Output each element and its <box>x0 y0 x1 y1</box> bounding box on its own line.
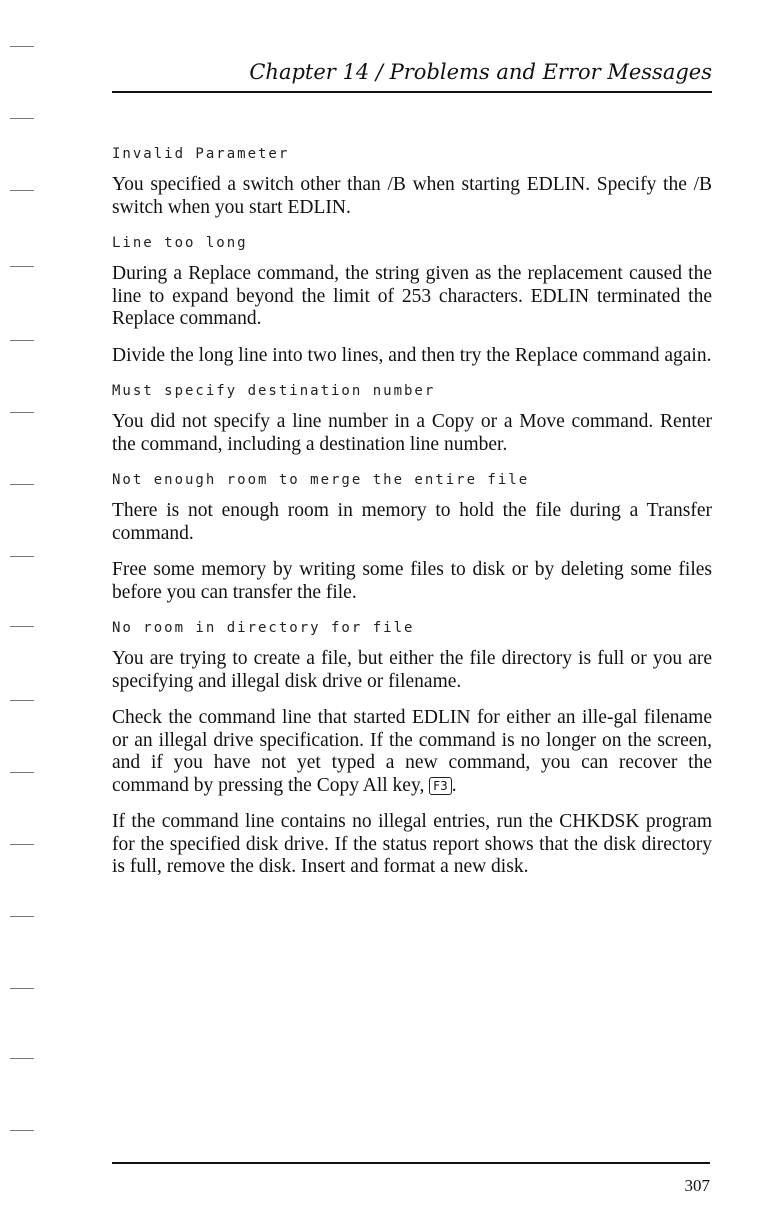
binding-margin-marks <box>0 0 40 1218</box>
f3-key-icon: F3 <box>429 777 452 795</box>
explanation-paragraph: During a Replace command, the string given as the replacement caused the line to expand beyond the limit of 253 characters. EDLIN terminated the Replace command. <box>112 263 712 329</box>
error-entry <box>112 470 712 604</box>
error-entry <box>112 233 712 367</box>
explanation-paragraph: Divide the long line into two lines, and then try the Replace command again. <box>112 344 712 366</box>
error-message: Not enough room to merge the entire file <box>112 472 530 488</box>
explanation-paragraph: There is not enough room in memory to hold the file during a Transfer command. <box>112 500 712 544</box>
page-number: 307 <box>684 1176 710 1195</box>
explanation-paragraph: You did not specify a line number in a Copy or a Move command. Renter the command, including a destination line number. <box>112 411 712 455</box>
chapter-header: Chapter 14 / Problems and Error Messages <box>249 60 712 84</box>
explanation-paragraph: You specified a switch other than /B when starting EDLIN. Specify the /B switch when you start EDLIN. <box>112 174 712 218</box>
error-message: Line too long <box>112 235 248 251</box>
header-rule <box>112 91 712 93</box>
error-message: Invalid Parameter <box>112 146 290 162</box>
explanation-paragraph-with-key: Check the command line that started EDLIN for either an ille-gal filename or an illegal drive specification. If the command is no longer on the screen, and if you have not yet typed a new command, you can recover the command by pressing the Copy All key, F3 . <box>112 707 712 796</box>
explanation-paragraph: If the command line contains no illegal entries, run the CHKDSK program for the specified disk drive. If the status report shows that the disk directory is full, remove the disk. Insert and format a new disk. <box>112 811 712 877</box>
error-entry <box>112 618 712 879</box>
error-message-list <box>112 144 712 893</box>
explanation-paragraph: You are trying to create a file, but either the file directory is full or you are specifying and illegal disk drive or filename. <box>112 648 712 692</box>
error-message: No room in directory for file <box>112 620 415 636</box>
error-entry <box>112 144 712 219</box>
error-message: Must specify destination number <box>112 383 436 399</box>
error-entry <box>112 381 712 456</box>
footer-rule <box>112 1162 710 1164</box>
explanation-paragraph: Free some memory by writing some files to disk or by deleting some files before you can transfer the file. <box>112 559 712 603</box>
explanation-text: Check the command line that started EDLIN for either an ille-gal filename or an illegal drive specification. If the command is no longer on the screen, and if you have not yet typed a new command, you can recover the command by pressing the Copy All key, <box>112 707 712 796</box>
